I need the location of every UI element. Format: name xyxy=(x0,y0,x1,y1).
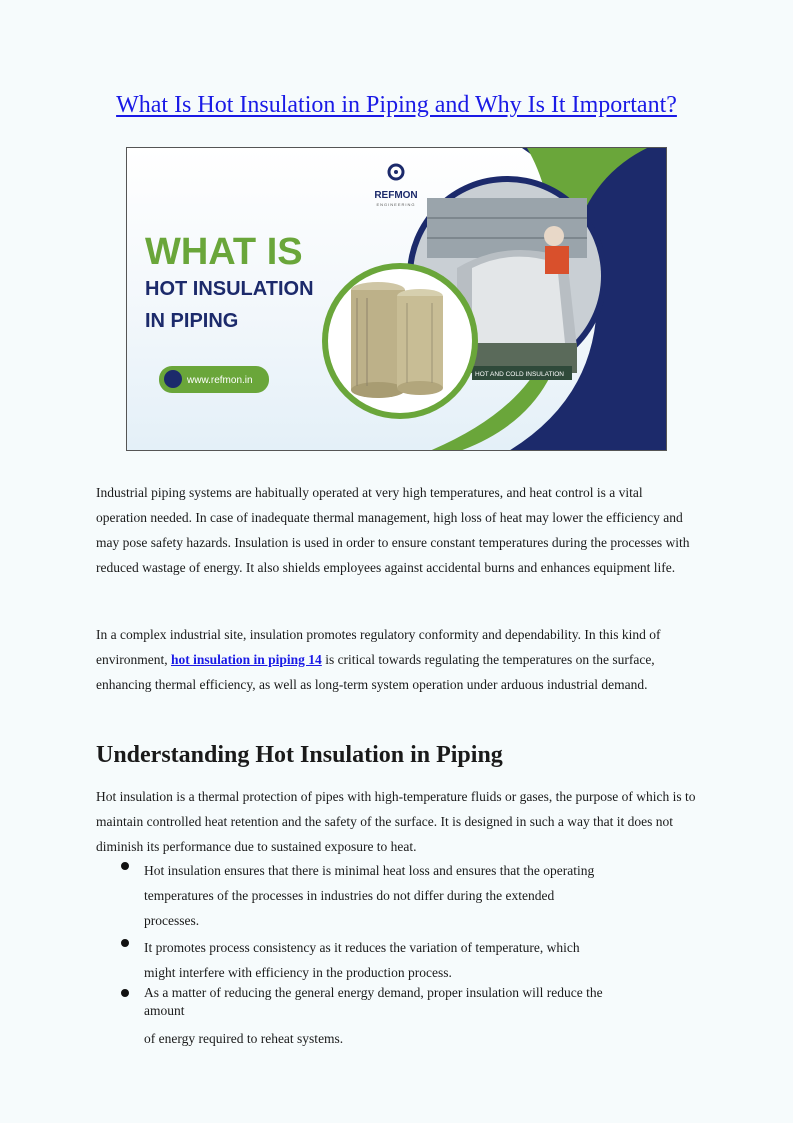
bullet-item-1-line3: processes. xyxy=(144,913,200,928)
refmon-logo-icon xyxy=(389,165,403,179)
url-text: www.refmon.in xyxy=(187,375,253,386)
bullet-item-2-line2: might interfere with efficiency in the production process. xyxy=(144,965,452,980)
page-title[interactable]: What Is Hot Insulation in Piping and Why Is It Important? xyxy=(116,92,677,118)
hot-insulation-link[interactable]: hot insulation in piping 14 xyxy=(170,652,322,667)
banner-artwork xyxy=(127,148,667,451)
insulation-rolls-icon xyxy=(351,282,443,398)
definition-paragraph: Hot insulation is a thermal protection of pipes with high-temperature fluids or gases, the purpose of which is to maintain controlled heat retention and the safety of the surface. It is designed in such a way that it does not diminish its performance due to sustained exposure to heat. xyxy=(96,789,696,854)
bullet-item-3-line2: amount xyxy=(144,1003,185,1018)
bullet-dot-icon xyxy=(121,939,129,947)
intro-paragraph: Industrial piping systems are habitually operated at very high temperatures, and heat control is a vital operation needed. In case of inadequate thermal management, high loss of heat may lower the efficiency and may pose safety hazards. Insulation is used in order to ensure constant temperatures during the processes with reduced wastage of energy. It also shields employees against accidental burns and enhances equipment life. xyxy=(96,485,690,575)
ribbon-text: HOT AND COLD INSULATION xyxy=(475,371,564,378)
brand-subtitle: ENGINEERING xyxy=(376,202,416,207)
context-text-after: is critical towards regulating the temperatures on the surface, enhancing thermal efficiency, as well as long-term system operation under arduous industrial demand. xyxy=(96,652,655,692)
headline-line1: WHAT IS xyxy=(145,231,303,273)
bullet-item-2-line1: It promotes process consistency as it reduces the variation of temperature, which xyxy=(144,940,580,955)
section-heading: Understanding Hot Insulation in Piping xyxy=(96,742,503,768)
bullet-dot-icon xyxy=(121,862,129,870)
context-text-before: In a complex industrial site, insulation promotes regulatory conformity and dependability. In this kind of environment, xyxy=(96,627,661,667)
bullet-item-1-line1: Hot insulation ensures that there is minimal heat loss and ensures that the operating xyxy=(144,863,595,878)
bullet-item-3-line3: of energy required to reheat systems. xyxy=(144,1031,344,1046)
headline-line2: HOT INSULATION xyxy=(145,278,314,300)
context-paragraph xyxy=(96,622,696,697)
bullet-dot-icon xyxy=(121,989,129,997)
globe-icon xyxy=(164,370,182,388)
bullet-item-1-line2: temperatures of the processes in industries do not differ during the extended xyxy=(144,888,555,903)
bullet-item-3-line1: As a matter of reducing the general energy demand, proper insulation will reduce the xyxy=(144,985,603,1000)
headline-line3: IN PIPING xyxy=(145,310,239,332)
hero-banner xyxy=(126,147,667,451)
brand-name: REFMON xyxy=(374,190,418,201)
